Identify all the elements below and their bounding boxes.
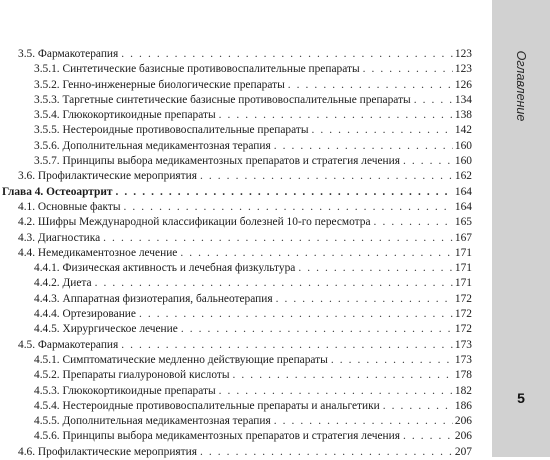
toc-entry-page: 162 bbox=[454, 170, 472, 183]
dot-leader bbox=[139, 307, 453, 322]
toc-entry-title: 4.5.1. Симптоматические медленно действующие препараты bbox=[34, 353, 328, 366]
toc-entry-leader bbox=[18, 246, 453, 261]
toc-entry-title: Глава 4. Остеоартрит bbox=[2, 185, 113, 198]
toc-entry bbox=[0, 62, 472, 77]
table-of-contents bbox=[0, 47, 472, 460]
toc-entry-title: 4.3. Диагностика bbox=[18, 231, 101, 244]
dot-leader bbox=[298, 261, 453, 276]
toc-entry-page: 171 bbox=[454, 262, 472, 275]
toc-entry bbox=[0, 414, 472, 429]
toc-entry-page: 206 bbox=[454, 415, 472, 428]
toc-entry-title: 4.6. Профилактические мероприятия bbox=[18, 445, 197, 458]
toc-entry-title: 4.4.2. Диета bbox=[34, 277, 92, 290]
toc-entry-leader bbox=[34, 414, 453, 429]
toc-entry-page: 123 bbox=[454, 48, 472, 60]
side-tab-title: Оглавление bbox=[514, 50, 528, 122]
toc-entry-page: 182 bbox=[454, 384, 472, 397]
toc-entry-leader bbox=[18, 338, 453, 353]
dot-leader bbox=[403, 154, 453, 169]
toc-entry-page: 173 bbox=[454, 353, 472, 366]
toc-entry-page: 164 bbox=[454, 200, 472, 213]
toc-entry-title: 4.5. Фармакотерапия bbox=[18, 338, 119, 351]
dot-leader bbox=[383, 399, 453, 414]
toc-entry-leader bbox=[18, 215, 453, 230]
dot-leader bbox=[124, 200, 453, 215]
toc-entry-title: 3.5.7. Принципы выбора медикаментозных препаратов и стратегия лечения bbox=[34, 155, 400, 168]
toc-entry-leader bbox=[34, 429, 453, 444]
toc-entry-leader bbox=[18, 47, 453, 62]
toc-entry-leader bbox=[34, 123, 453, 138]
toc-entry bbox=[0, 231, 472, 246]
toc-entry-page: 172 bbox=[454, 308, 472, 321]
toc-entry bbox=[0, 353, 472, 368]
toc-entry-leader bbox=[18, 169, 453, 184]
toc-entry bbox=[0, 368, 472, 383]
toc-entry-title: 3.5.5. Нестероидные противовоспалительные препараты bbox=[34, 124, 309, 137]
page-number: 5 bbox=[517, 390, 525, 406]
dot-leader bbox=[363, 62, 453, 77]
toc-entry-leader bbox=[34, 368, 453, 383]
toc-entry-leader bbox=[34, 384, 453, 399]
toc-entry bbox=[0, 78, 472, 93]
dot-leader bbox=[95, 276, 453, 291]
dot-leader bbox=[403, 429, 453, 444]
toc-entry-page: 134 bbox=[454, 93, 472, 106]
toc-entry bbox=[0, 139, 472, 154]
toc-entry bbox=[0, 154, 472, 169]
toc-entry-title: 3.5.4. Глюкокортикоидные препараты bbox=[34, 109, 216, 122]
toc-entry-leader bbox=[34, 139, 453, 154]
toc-entry bbox=[0, 399, 472, 414]
toc-entry-title: 3.5.1. Синтетические базисные противовоспалительные препараты bbox=[34, 63, 360, 76]
toc-entry-page: 173 bbox=[454, 338, 472, 351]
toc-entry-title: 4.5.4. Нестероидные противовоспалительные препараты и анальгетики bbox=[34, 399, 380, 412]
toc-entry bbox=[0, 47, 472, 62]
toc-entry bbox=[0, 93, 472, 108]
dot-leader bbox=[374, 215, 453, 230]
toc-entry-page: 142 bbox=[454, 124, 472, 137]
toc-entry-page: 160 bbox=[454, 139, 472, 152]
toc-entry-page: 164 bbox=[454, 185, 472, 198]
toc-entry-title: 4.5.5. Дополнительная медикаментозная терапия bbox=[34, 415, 271, 428]
toc-entry bbox=[0, 108, 472, 123]
toc-entry-title: 4.4. Немедикаментозное лечение bbox=[18, 246, 178, 259]
toc-entry-page: 167 bbox=[454, 231, 472, 244]
dot-leader bbox=[121, 47, 453, 62]
toc-entry bbox=[0, 215, 472, 230]
dot-leader bbox=[233, 368, 453, 383]
toc-entry-page: 172 bbox=[454, 323, 472, 336]
dot-leader bbox=[121, 338, 453, 353]
toc-entry bbox=[0, 261, 472, 276]
toc-entry bbox=[0, 429, 472, 444]
dot-leader bbox=[181, 322, 453, 337]
toc-entry-leader bbox=[34, 292, 453, 307]
toc-entry-title: 4.1. Основные факты bbox=[18, 200, 121, 213]
toc-entry-leader bbox=[18, 200, 453, 215]
toc-entry-title: 3.5.2. Генно-инженерные биологические препараты bbox=[34, 78, 285, 91]
toc-entry bbox=[0, 338, 472, 353]
toc-entry-page: 207 bbox=[454, 445, 472, 458]
toc-entry bbox=[0, 292, 472, 307]
side-tab bbox=[492, 0, 550, 457]
toc-entry-page: 138 bbox=[454, 109, 472, 122]
toc-entry-page: 206 bbox=[454, 430, 472, 443]
dot-leader bbox=[219, 108, 453, 123]
dot-leader bbox=[200, 445, 453, 460]
toc-entry-leader bbox=[34, 62, 453, 77]
toc-entry-page: 165 bbox=[454, 216, 472, 229]
toc-entry-title: 3.5. Фармакотерапия bbox=[18, 48, 119, 60]
toc-entry-title: 3.5.6. Дополнительная медикаментозная терапия bbox=[34, 139, 271, 152]
dot-leader bbox=[103, 231, 453, 246]
dot-leader bbox=[200, 169, 453, 184]
toc-entry-leader bbox=[34, 93, 453, 108]
toc-entry-page: 172 bbox=[454, 292, 472, 305]
toc-entry-leader bbox=[34, 353, 453, 368]
toc-entry-leader bbox=[34, 154, 453, 169]
toc-entry-leader bbox=[34, 78, 453, 93]
toc-entry bbox=[0, 307, 472, 322]
toc-entry-title: 4.4.4. Ортезирование bbox=[34, 308, 136, 321]
toc-entry bbox=[0, 445, 472, 460]
toc-entry-leader bbox=[2, 185, 453, 200]
toc-entry-leader bbox=[18, 445, 453, 460]
dot-leader bbox=[331, 353, 453, 368]
toc-entry bbox=[0, 123, 472, 138]
toc-entry-title: 4.5.2. Препараты гиалуроновой кислоты bbox=[34, 369, 230, 382]
toc-entry-leader bbox=[34, 261, 453, 276]
toc-entry-page: 171 bbox=[454, 246, 472, 259]
toc-entry-title: 4.5.3. Глюкокортикоидные препараты bbox=[34, 384, 216, 397]
toc-entry-leader bbox=[34, 108, 453, 123]
toc-entry-leader bbox=[34, 307, 453, 322]
toc-entry-leader bbox=[18, 231, 453, 246]
toc-entry bbox=[0, 200, 472, 215]
dot-leader bbox=[288, 78, 453, 93]
toc-entry-page: 123 bbox=[454, 63, 472, 76]
toc-entry-leader bbox=[34, 276, 453, 291]
toc-entry bbox=[0, 322, 472, 337]
toc-entry-page: 126 bbox=[454, 78, 472, 91]
toc-chapter bbox=[0, 185, 472, 200]
toc-entry bbox=[0, 276, 472, 291]
dot-leader bbox=[274, 414, 453, 429]
toc-entry-title: 4.5.6. Принципы выбора медикаментозных препаратов и стратегия лечения bbox=[34, 430, 400, 443]
toc-entry-page: 178 bbox=[454, 369, 472, 382]
dot-leader bbox=[219, 384, 453, 399]
toc-entry-title: 3.5.3. Таргетные синтетические базисные противовоспалительные препараты bbox=[34, 93, 411, 106]
toc-entry-title: 3.6. Профилактические мероприятия bbox=[18, 170, 197, 183]
dot-leader bbox=[312, 123, 453, 138]
toc-entry-page: 160 bbox=[454, 155, 472, 168]
toc-entry-title: 4.4.3. Аппаратная физиотерапия, бальнеотерапия bbox=[34, 292, 273, 305]
toc-entry-leader bbox=[34, 322, 453, 337]
dot-leader bbox=[116, 185, 453, 200]
toc-entry-leader bbox=[34, 399, 453, 414]
toc-entry bbox=[0, 246, 472, 261]
dot-leader bbox=[276, 292, 453, 307]
toc-entry-page: 171 bbox=[454, 277, 472, 290]
dot-leader bbox=[180, 246, 453, 261]
toc-entry-title: 4.4.1. Физическая активность и лечебная физкультура bbox=[34, 262, 296, 275]
toc-entry-title: 4.4.5. Хирургическое лечение bbox=[34, 323, 178, 336]
toc-entry bbox=[0, 169, 472, 184]
dot-leader bbox=[274, 139, 453, 154]
toc-entry-title: 4.2. Шифры Международной классификации болезней 10-го пересмотра bbox=[18, 216, 371, 229]
toc-entry-page: 186 bbox=[454, 399, 472, 412]
toc-entry bbox=[0, 384, 472, 399]
dot-leader bbox=[414, 93, 453, 108]
